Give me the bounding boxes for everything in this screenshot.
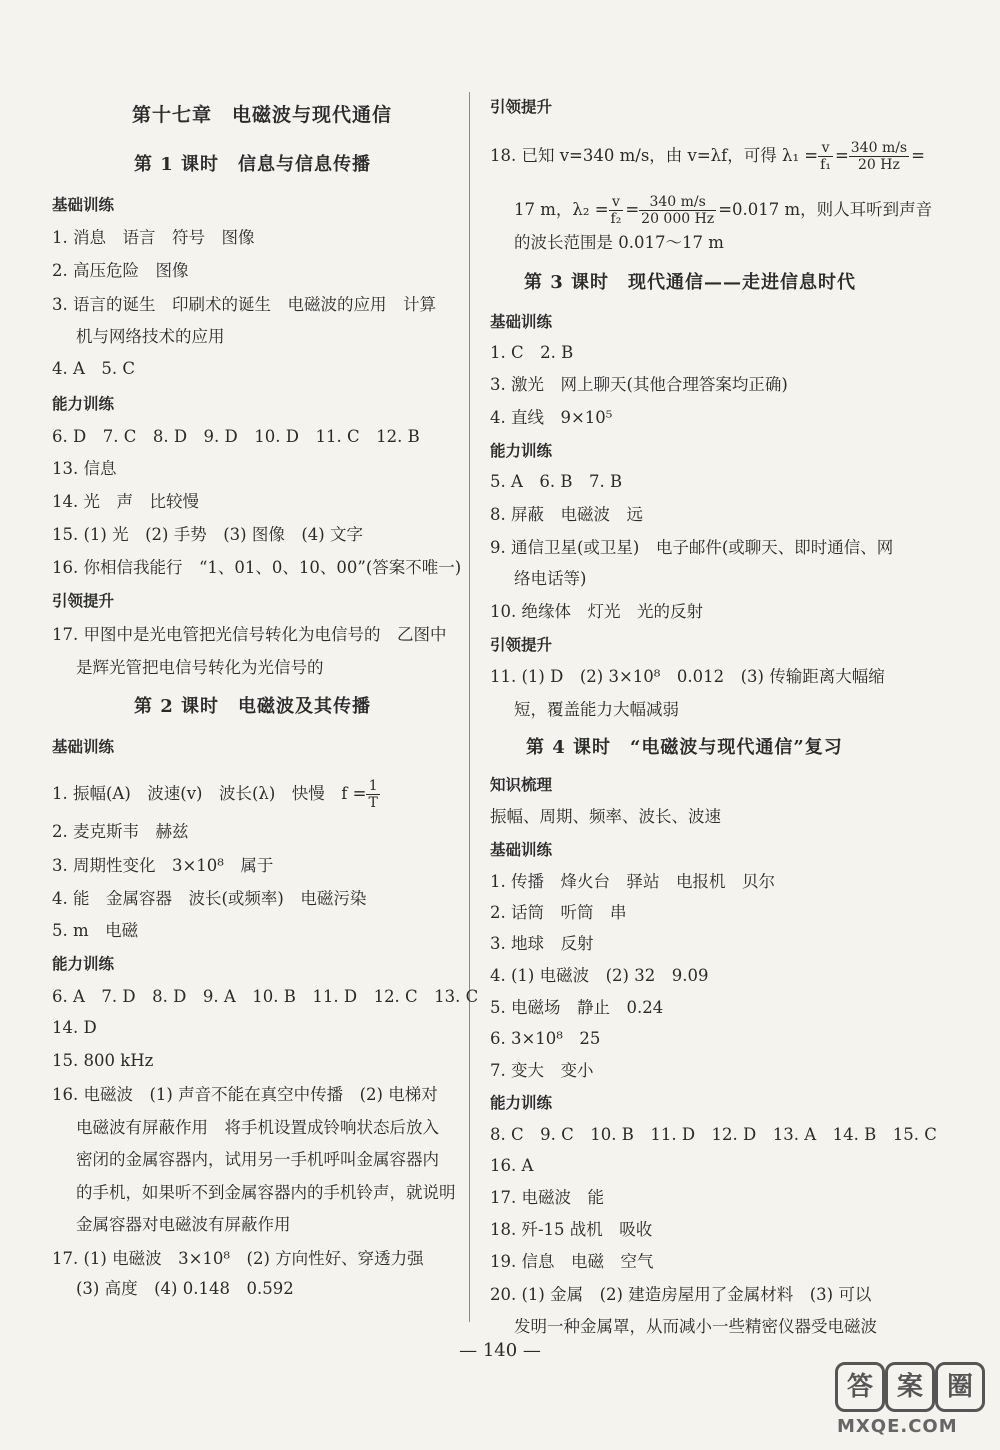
answer-line: 16. A xyxy=(490,1156,534,1175)
answer-line: 5. A 6. B 7. B xyxy=(490,472,623,491)
answer-line: 18. 歼-15 战机 吸收 xyxy=(490,1220,653,1239)
answer-line: 17. (1) 电磁波 3×10⁸ (2) 方向性好、穿透力强 xyxy=(52,1249,424,1268)
section-ability-training: 能力训练 xyxy=(52,395,115,413)
section-lead-improve: 引领提升 xyxy=(52,592,115,610)
answer-line: 短，覆盖能力大幅减弱 xyxy=(514,700,679,719)
section-basic-training: 基础训练 xyxy=(52,738,115,756)
equals-sign: = xyxy=(834,146,849,165)
answer-line: 3. 语言的诞生 印刷术的诞生 电磁波的应用 计算 xyxy=(52,295,436,314)
formula-text: =0.017 m，则人耳听到声音 xyxy=(718,200,933,219)
answer-line: 8. C 9. C 10. B 11. D 12. D 13. A 14. B 15. C xyxy=(490,1125,937,1144)
section-basic-training: 基础训练 xyxy=(490,841,553,859)
answer-line: 1. 消息 语言 符号 图像 xyxy=(52,228,255,247)
watermark-char: 答 xyxy=(835,1362,885,1412)
answer-line: 16. 你相信我能行 “1、01、0、10、00”(答案不唯一) xyxy=(52,558,462,577)
answer-line-formula xyxy=(52,778,382,811)
section-ability-training: 能力训练 xyxy=(52,955,115,973)
answer-line: 是辉光管把电信号转化为光信号的 xyxy=(76,658,324,677)
fraction-numerator: 340 m/s xyxy=(639,194,716,211)
answer-line: 机与网络技术的应用 xyxy=(76,327,225,346)
section-lead-improve: 引领提升 xyxy=(490,636,553,654)
fraction xyxy=(818,140,833,173)
answer-line: 发明一种金属罩，从而减小一些精密仪器受电磁波 xyxy=(514,1317,877,1336)
answer-line: 14. D xyxy=(52,1018,97,1037)
column-divider xyxy=(469,92,470,1322)
answer-line: 3. 周期性变化 3×10⁸ 属于 xyxy=(52,856,274,875)
answer-line: 19. 信息 电磁 空气 xyxy=(490,1252,654,1271)
answer-line: 3. 地球 反射 xyxy=(490,934,594,953)
answer-line: 17. 电磁波 能 xyxy=(490,1188,604,1207)
formula-text: 17 m，λ₂ = xyxy=(514,200,609,219)
answer-line: 电磁波有屏蔽作用 将手机设置成铃响状态后放入 xyxy=(76,1118,439,1137)
fraction xyxy=(849,140,909,173)
answer-line: 1. 传播 烽火台 驿站 电报机 贝尔 xyxy=(490,872,775,891)
watermark-char: 圈 xyxy=(935,1362,985,1412)
answer-line: 6. D 7. C 8. D 9. D 10. D 11. C 12. B xyxy=(52,427,420,446)
answer-line: 2. 话筒 听筒 串 xyxy=(490,903,627,922)
answer-line-formula xyxy=(514,194,932,227)
fraction xyxy=(609,194,624,227)
lesson-4-title: 第 4 课时 “电磁波与现代通信”复习 xyxy=(526,737,843,758)
answer-line: 6. A 7. D 8. D 9. A 10. B 11. D 12. C 13. C xyxy=(52,987,479,1006)
answer-line: 15. (1) 光 (2) 手势 (3) 图像 (4) 文字 xyxy=(52,525,363,544)
answer-line: 2. 麦克斯韦 赫兹 xyxy=(52,822,189,841)
answer-line: 7. 变大 变小 xyxy=(490,1061,594,1080)
equals-sign: = xyxy=(625,200,640,219)
answer-line: 络电话等) xyxy=(514,569,587,588)
chapter-title: 第十七章 电磁波与现代通信 xyxy=(132,104,393,126)
answer-line: 5. m 电磁 xyxy=(52,921,139,940)
answer-line: 4. A 5. C xyxy=(52,359,136,378)
fraction-numerator: v xyxy=(609,194,624,211)
section-knowledge-summary: 知识梳理 xyxy=(490,776,553,794)
fraction-denominator: f₁ xyxy=(820,157,831,173)
answer-line: 密闭的金属容器内，试用另一手机呼叫金属容器内 xyxy=(76,1150,439,1169)
answer-line-formula xyxy=(490,140,925,173)
answer-line: 11. (1) D (2) 3×10⁸ 0.012 (3) 传输距离大幅缩 xyxy=(490,667,885,686)
page-number: — 140 — xyxy=(459,1340,541,1361)
answer-line: 10. 绝缘体 灯光 光的反射 xyxy=(490,602,703,621)
formula-text: 18. 已知 v=340 m/s，由 v=λf，可得 λ₁ = xyxy=(490,146,819,165)
answer-line: 8. 屏蔽 电磁波 远 xyxy=(490,505,643,524)
answer-line: 金属容器对电磁波有屏蔽作用 xyxy=(76,1215,291,1234)
lesson-2-title: 第 2 课时 电磁波及其传播 xyxy=(134,696,372,717)
answer-line: 的手机，如果听不到金属容器内的手机铃声，就说明 xyxy=(76,1183,456,1202)
lesson-3-title: 第 3 课时 现代通信——走进信息时代 xyxy=(524,272,857,293)
answer-line: 13. 信息 xyxy=(52,459,117,478)
formula-text: 1. 振幅(A) 波速(v) 波长(λ) 快慢 f = xyxy=(52,784,367,803)
answer-line: 4. (1) 电磁波 (2) 32 9.09 xyxy=(490,966,709,985)
section-lead-improve: 引领提升 xyxy=(490,98,553,116)
answer-line: 振幅、周期、频率、波长、波速 xyxy=(490,807,721,826)
fraction xyxy=(639,194,716,227)
section-ability-training: 能力训练 xyxy=(490,1094,553,1112)
equals-sign: = xyxy=(911,146,925,165)
watermark-logo xyxy=(835,1362,985,1442)
answer-line: 1. C 2. B xyxy=(490,343,574,362)
answer-line: 2. 高压危险 图像 xyxy=(52,261,189,280)
answer-line: 16. 电磁波 (1) 声音不能在真空中传播 (2) 电梯对 xyxy=(52,1085,438,1104)
answer-line: 5. 电磁场 静止 0.24 xyxy=(490,998,664,1017)
answer-line: 3. 激光 网上聊天(其他合理答案均正确) xyxy=(490,375,788,394)
fraction-numerator: 1 xyxy=(366,778,379,795)
section-basic-training: 基础训练 xyxy=(490,313,553,331)
fraction-denominator: T xyxy=(368,795,378,811)
fraction-denominator: 20 000 Hz xyxy=(641,211,715,227)
answer-line: 15. 800 kHz xyxy=(52,1051,154,1070)
section-basic-training: 基础训练 xyxy=(52,196,115,214)
fraction-numerator: 340 m/s xyxy=(850,140,908,156)
fraction-denominator: 20 Hz xyxy=(858,157,900,173)
answer-line: 4. 能 金属容器 波长(或频率) 电磁污染 xyxy=(52,889,367,908)
answer-line: 9. 通信卫星(或卫星) 电子邮件(或聊天、即时通信、网 xyxy=(490,538,894,557)
answer-line: 14. 光 声 比较慢 xyxy=(52,492,199,511)
watermark-url: MXQE.COM xyxy=(837,1416,958,1437)
section-ability-training: 能力训练 xyxy=(490,442,553,460)
fraction-denominator: f₂ xyxy=(610,211,622,227)
fraction xyxy=(366,778,379,811)
answer-line: 20. (1) 金属 (2) 建造房屋用了金属材料 (3) 可以 xyxy=(490,1285,872,1304)
answer-line: 的波长范围是 0.017～17 m xyxy=(514,233,724,252)
answer-line: (3) 高度 (4) 0.148 0.592 xyxy=(76,1279,294,1298)
lesson-1-title: 第 1 课时 信息与信息传播 xyxy=(134,154,372,175)
answer-line: 4. 直线 9×10⁵ xyxy=(490,408,613,427)
answer-line: 17. 甲图中是光电管把光信号转化为电信号的 乙图中 xyxy=(52,625,447,644)
watermark-char: 案 xyxy=(885,1362,935,1412)
answer-line: 6. 3×10⁸ 25 xyxy=(490,1029,601,1048)
fraction-numerator: v xyxy=(818,140,833,157)
